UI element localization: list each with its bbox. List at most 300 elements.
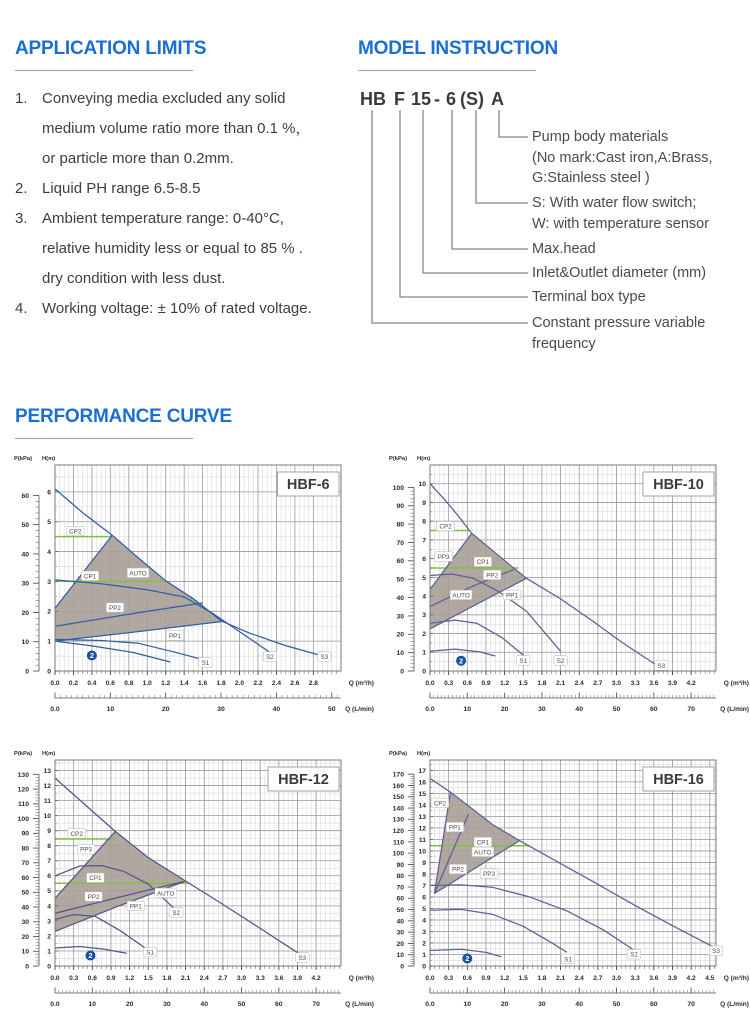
section-title-model-instruction: MODEL INSTRUCTION [358,38,558,59]
svg-text:CP2: CP2 [433,800,447,808]
svg-text:3.9: 3.9 [667,680,678,687]
svg-text:HBF-10: HBF-10 [653,477,704,493]
model-code-part: F [394,89,405,109]
svg-text:2.1: 2.1 [555,680,566,687]
head-axis [417,751,433,970]
svg-text:S2: S2 [172,909,181,917]
svg-text:1: 1 [47,948,51,956]
svg-text:2.4: 2.4 [574,680,584,687]
svg-text:20: 20 [396,631,404,639]
svg-text:0.8: 0.8 [124,680,134,687]
svg-text:170: 170 [392,771,404,779]
brand-mark-icon [87,650,97,660]
svg-text:40: 40 [200,1001,208,1008]
svg-text:30: 30 [21,580,29,588]
callout-line: Pump body materials [532,129,669,145]
svg-text:50: 50 [21,889,29,897]
pressure-axis [14,456,39,675]
svg-text:5: 5 [422,574,426,582]
svg-text:3: 3 [422,612,426,620]
svg-text:8: 8 [422,871,426,879]
svg-text:3.6: 3.6 [649,680,659,687]
svg-text:AUTO: AUTO [474,849,492,857]
list-item-number: 2. [15,180,28,197]
chart-title [268,767,339,791]
svg-text:100: 100 [392,850,404,858]
svg-text:0.0: 0.0 [425,975,435,982]
svg-text:10: 10 [396,952,404,960]
svg-text:15: 15 [418,790,426,798]
callout-line: S: With water flow switch; [532,195,697,211]
svg-text:1.6: 1.6 [198,680,208,687]
svg-text:1.5: 1.5 [518,680,528,687]
svg-text:60: 60 [21,492,29,500]
svg-text:PP2: PP2 [109,604,121,612]
svg-text:10: 10 [88,1001,97,1008]
svg-text:0.0: 0.0 [425,680,435,687]
performance-chart-hbf-6 [0,450,375,745]
brand-mark-icon [456,656,466,666]
svg-text:PP1: PP1 [448,824,461,832]
model-code-part: A [491,89,504,109]
svg-text:3: 3 [422,928,426,936]
svg-text:S3: S3 [320,653,329,661]
svg-text:0: 0 [25,668,29,676]
svg-text:50: 50 [396,906,404,914]
svg-text:10: 10 [396,650,404,658]
callout-label [532,193,709,234]
svg-text:120: 120 [17,786,29,794]
title-underline [15,438,193,439]
svg-text:0.6: 0.6 [462,680,472,687]
svg-text:2: 2 [47,608,51,616]
svg-text:AUTO: AUTO [129,570,147,578]
svg-text:7: 7 [47,858,51,866]
callout-label [532,239,596,260]
curve-speed-S1 [430,909,567,952]
svg-text:1.8: 1.8 [162,975,172,982]
svg-text:5: 5 [47,888,51,896]
svg-text:0.0: 0.0 [50,975,60,982]
svg-text:30: 30 [538,1001,546,1008]
svg-text:14: 14 [418,802,426,810]
model-code-part: HB [360,89,386,109]
svg-text:110: 110 [18,801,29,809]
svg-text:6: 6 [422,894,426,902]
svg-text:0: 0 [422,963,426,971]
model-code-part: (S) [460,89,484,109]
svg-text:2: 2 [88,951,93,961]
svg-text:20: 20 [21,609,29,617]
svg-text:30: 30 [396,613,404,621]
callout-connector-line [476,110,528,203]
svg-text:S1: S1 [564,956,572,964]
svg-text:30: 30 [21,919,29,927]
curve-speed-S1 [55,639,205,660]
svg-text:S3: S3 [712,948,720,956]
callout-connector-line [452,110,528,249]
svg-text:1: 1 [422,649,426,657]
chart-title [643,472,714,496]
svg-text:0.0: 0.0 [425,706,435,713]
svg-text:3.0: 3.0 [611,975,622,982]
svg-text:2.7: 2.7 [593,975,603,982]
svg-text:PP3: PP3 [483,871,496,879]
svg-text:40: 40 [21,904,29,912]
svg-text:0.4: 0.4 [87,680,97,687]
callout-line: frequency [532,335,596,352]
svg-text:20: 20 [161,706,170,713]
flow-axis-m3h [425,966,749,982]
svg-text:CP2: CP2 [70,830,83,838]
svg-text:90: 90 [396,503,404,511]
svg-text:3: 3 [47,918,51,926]
flow-axis-lmin [425,693,749,714]
svg-text:11: 11 [43,797,51,805]
svg-text:80: 80 [396,521,404,529]
chart-title [278,472,340,496]
svg-text:1.2: 1.2 [500,680,510,687]
svg-text:50: 50 [327,706,336,713]
flow-axis-m3h-title: Q (m³/h) [723,975,749,982]
svg-text:50: 50 [21,522,29,530]
svg-text:2.2: 2.2 [253,680,263,687]
pressure-axis [389,751,414,970]
svg-text:40: 40 [396,594,404,602]
pressure-axis [389,456,414,675]
svg-text:10: 10 [106,706,115,713]
list-item-number: 1. [15,90,28,107]
svg-text:6: 6 [422,556,426,564]
flow-axis-m3h-title: Q (m³/h) [348,680,374,687]
pressure-axis-title: P(kPa) [389,456,408,462]
svg-text:10: 10 [21,948,29,956]
callout-line: Max.head [532,241,596,257]
svg-text:10: 10 [463,1001,472,1008]
svg-text:2.6: 2.6 [290,680,300,687]
svg-text:1.5: 1.5 [143,975,153,982]
svg-text:4: 4 [47,548,51,556]
svg-text:PP2: PP2 [87,894,100,902]
svg-text:2.7: 2.7 [593,680,603,687]
svg-text:AUTO: AUTO [452,592,470,600]
svg-text:30: 30 [396,929,404,937]
callout-label [532,287,646,308]
svg-text:2: 2 [459,656,464,666]
list-item-line: Conveying media excluded any solid [42,90,286,107]
flow-axis-lmin-title: Q (L/min) [720,1001,749,1008]
svg-text:PP2: PP2 [486,572,499,580]
svg-text:11: 11 [418,836,426,844]
brand-mark-icon [462,954,472,964]
svg-text:0.9: 0.9 [481,680,491,687]
svg-text:9: 9 [47,828,51,836]
callout-connector-line [372,110,528,323]
svg-text:3: 3 [47,578,51,586]
svg-text:70: 70 [312,1001,320,1008]
svg-text:40: 40 [21,551,29,559]
svg-text:4: 4 [422,917,426,925]
svg-text:CP2: CP2 [439,523,452,531]
svg-text:2.4: 2.4 [199,975,209,982]
svg-text:0: 0 [47,668,51,676]
svg-text:1.2: 1.2 [161,680,171,687]
svg-text:90: 90 [396,861,404,869]
head-axis-title: H(m) [417,751,431,757]
flow-axis-m3h-title: Q (m³/h) [348,975,374,982]
svg-text:10: 10 [43,813,51,821]
svg-text:13: 13 [418,813,426,821]
svg-text:60: 60 [396,895,404,903]
pressure-axis-title: P(kPa) [389,751,408,757]
svg-text:0.3: 0.3 [69,975,79,982]
svg-text:10: 10 [418,481,426,489]
list-item-line: dry condition with less dust. [42,270,226,287]
svg-text:6: 6 [47,489,51,497]
svg-text:8: 8 [47,843,51,851]
svg-text:6: 6 [47,873,51,881]
svg-text:100: 100 [392,484,404,492]
svg-text:0.9: 0.9 [106,975,116,982]
list-item-line: Working voltage: ± 10% of rated voltage. [42,300,312,317]
svg-text:0: 0 [400,668,404,676]
list-item-line: medium volume ratio more than 0.1 %， [42,120,311,137]
svg-text:1: 1 [422,951,426,959]
svg-text:9: 9 [422,499,426,507]
performance-chart-hbf-16 [375,745,750,1034]
svg-text:130: 130 [17,771,29,779]
model-code-part: - [434,89,440,109]
svg-text:20: 20 [500,706,509,713]
svg-text:S1: S1 [201,659,210,667]
svg-text:30: 30 [538,706,546,713]
model-code-part: 6 [446,89,457,109]
svg-text:70: 70 [396,884,404,892]
svg-text:S3: S3 [657,662,666,670]
svg-text:CP1: CP1 [476,839,489,847]
svg-text:100: 100 [17,815,29,823]
svg-text:0.3: 0.3 [444,680,454,687]
svg-text:S1: S1 [519,657,528,665]
svg-text:4: 4 [47,903,51,911]
svg-text:160: 160 [392,782,404,790]
svg-text:7: 7 [422,882,426,890]
svg-text:2.1: 2.1 [180,975,191,982]
svg-text:40: 40 [396,918,404,926]
svg-text:S1: S1 [146,949,154,957]
list-item-line: Ambient temperature range: 0-40°C, [42,210,284,227]
pressure-axis-title: P(kPa) [14,751,33,757]
flow-axis-m3h [425,671,749,687]
svg-text:5: 5 [47,519,51,527]
svg-text:0.3: 0.3 [444,975,454,982]
svg-text:70: 70 [687,706,695,713]
svg-text:120: 120 [392,828,404,836]
svg-text:0.9: 0.9 [481,975,491,982]
svg-text:0: 0 [25,963,29,971]
svg-text:20: 20 [21,933,29,941]
svg-text:50: 50 [612,706,621,713]
svg-text:4.2: 4.2 [311,975,321,982]
svg-text:16: 16 [418,779,426,787]
svg-text:3.3: 3.3 [630,975,640,982]
svg-text:0: 0 [400,963,404,971]
svg-text:50: 50 [396,576,404,584]
callout-line: Terminal box type [532,289,646,305]
svg-text:HBF-6: HBF-6 [286,477,330,493]
svg-text:CP1: CP1 [89,875,102,883]
svg-text:1.5: 1.5 [518,975,528,982]
svg-text:60: 60 [396,558,404,566]
svg-text:80: 80 [396,873,404,881]
callout-connector-line [499,110,528,137]
curve-min-speed [55,641,170,662]
svg-text:3.9: 3.9 [667,975,678,982]
svg-text:60: 60 [21,874,29,882]
svg-text:20: 20 [396,940,404,948]
flow-axis-lmin [50,988,374,1009]
svg-text:1.8: 1.8 [537,975,547,982]
head-axis [417,456,433,675]
svg-text:50: 50 [237,1001,246,1008]
callout-line: Constant pressure variable [532,315,706,331]
svg-text:1: 1 [47,638,51,646]
svg-text:60: 60 [650,1001,658,1008]
svg-text:PP1: PP1 [506,592,519,600]
head-axis-title: H(m) [417,456,431,462]
svg-text:90: 90 [21,830,29,838]
svg-text:S2: S2 [556,657,565,665]
svg-text:20: 20 [125,1001,134,1008]
svg-text:2.4: 2.4 [271,680,282,687]
svg-text:70: 70 [687,1001,695,1008]
chart-title [643,767,714,791]
svg-text:2: 2 [89,651,94,661]
svg-text:2: 2 [47,933,51,941]
svg-text:S3: S3 [298,954,307,962]
callout-label [532,127,713,189]
callout-label [532,313,705,354]
svg-text:2.8: 2.8 [308,680,318,687]
svg-text:40: 40 [272,706,281,713]
svg-text:CP2: CP2 [69,528,82,536]
svg-text:2.0: 2.0 [234,680,245,687]
callout-label [532,263,706,284]
svg-text:5: 5 [422,905,426,913]
list-item-number: 3. [15,210,28,227]
svg-text:20: 20 [500,1001,509,1008]
svg-text:30: 30 [163,1001,171,1008]
flow-axis-lmin [425,988,749,1009]
svg-text:0: 0 [47,963,51,971]
svg-text:0.0: 0.0 [425,1001,435,1008]
svg-text:0.6: 0.6 [462,975,472,982]
svg-text:9: 9 [422,859,426,867]
svg-text:10: 10 [463,706,472,713]
svg-text:12: 12 [43,782,51,790]
svg-text:0: 0 [422,668,426,676]
svg-text:0.0: 0.0 [50,680,60,687]
svg-text:0.2: 0.2 [68,680,79,687]
svg-text:110: 110 [393,839,404,847]
svg-text:CP1: CP1 [83,573,97,581]
performance-chart-hbf-10 [375,450,750,745]
brand-mark-icon [85,950,95,960]
svg-text:10: 10 [21,639,29,647]
svg-text:PP1: PP1 [129,903,142,911]
callout-line: Inlet&Outlet diameter (mm) [532,265,707,281]
list-item-line: relative humidity less or equal to 85 % . [42,240,303,257]
svg-text:60: 60 [275,1001,283,1008]
svg-text:1.0: 1.0 [142,680,152,687]
flow-axis-lmin-title: Q (L/min) [345,1001,374,1008]
section-title-application-limits: APPLICATION LIMITS [15,38,207,59]
svg-text:1.2: 1.2 [125,975,135,982]
svg-text:4.2: 4.2 [686,680,696,687]
svg-text:3.0: 3.0 [236,975,247,982]
flow-axis-lmin-title: Q (L/min) [345,706,374,713]
svg-text:40: 40 [575,1001,583,1008]
flow-axis-lmin [50,693,374,714]
svg-text:S2: S2 [266,653,274,661]
svg-text:0.0: 0.0 [50,1001,60,1008]
pressure-axis-title: P(kPa) [14,456,33,462]
svg-text:2: 2 [422,940,426,948]
callout-line: W: with temperature sensor [532,215,710,232]
svg-text:AUTO: AUTO [156,890,175,898]
svg-text:0.0: 0.0 [50,706,60,713]
svg-text:0.6: 0.6 [105,680,115,687]
svg-text:1.8: 1.8 [216,680,226,687]
svg-text:3.9: 3.9 [292,975,303,982]
svg-text:8: 8 [422,518,426,526]
svg-text:70: 70 [21,860,29,868]
svg-text:HBF-12: HBF-12 [278,772,329,788]
model-code-part: 15 [411,89,432,109]
section-title-performance-curve: PERFORMANCE CURVE [15,406,232,427]
svg-text:13: 13 [43,767,51,775]
svg-text:17: 17 [418,767,426,775]
list-item-line: or particle more than 0.2mm. [42,150,234,167]
list-item-line: Liquid PH range 6.5-8.5 [42,180,201,197]
flow-axis-m3h-title: Q (m³/h) [723,680,749,687]
svg-text:40: 40 [575,706,583,713]
list-item-number: 4. [15,300,28,317]
svg-text:0.6: 0.6 [87,975,97,982]
svg-text:70: 70 [396,539,404,547]
svg-text:3.6: 3.6 [649,975,659,982]
svg-text:3.3: 3.3 [630,680,640,687]
svg-text:12: 12 [418,825,426,833]
flow-axis-lmin-title: Q (L/min) [720,706,749,713]
svg-text:4.5: 4.5 [705,975,715,982]
svg-text:10: 10 [418,848,426,856]
head-axis-title: H(m) [42,456,56,462]
svg-text:2.4: 2.4 [574,975,584,982]
svg-text:7: 7 [422,537,426,545]
head-axis [42,751,58,970]
svg-text:3.6: 3.6 [274,975,284,982]
svg-text:2.7: 2.7 [218,975,228,982]
svg-text:4: 4 [422,593,426,601]
svg-text:2.1: 2.1 [555,975,566,982]
svg-text:140: 140 [392,805,404,813]
pressure-axis [14,751,39,970]
svg-text:PP3: PP3 [80,846,93,854]
svg-text:2: 2 [465,954,470,964]
svg-text:4.2: 4.2 [686,975,696,982]
svg-text:3.0: 3.0 [611,680,622,687]
